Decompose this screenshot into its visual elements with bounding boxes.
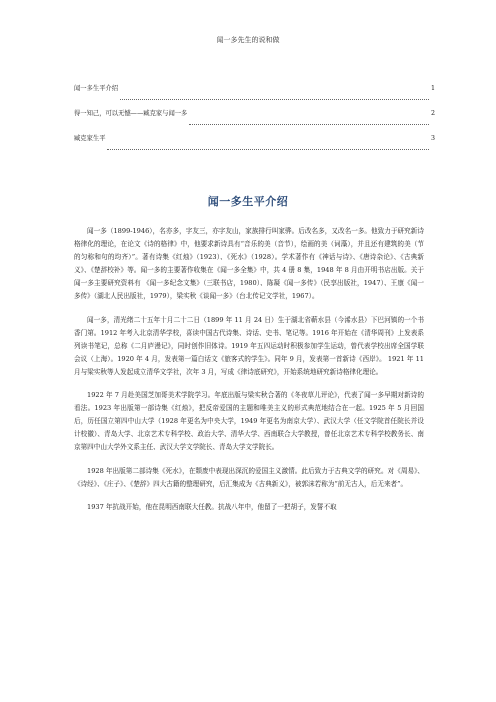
- document-title: 闻一多先生的说和做: [216, 36, 280, 44]
- toc-leader-dots: [189, 123, 429, 125]
- toc-entry-page: 1: [430, 85, 435, 92]
- toc-entry[interactable]: [74, 83, 435, 108]
- table-of-contents: [74, 83, 435, 158]
- toc-entry-label: 得一知己，可以无憾——臧克家与闻一多: [74, 110, 188, 117]
- toc-entry-page: 3: [430, 135, 435, 142]
- toc-leader-dots: [107, 148, 429, 150]
- section-heading: 闻一多生平介绍: [207, 195, 289, 208]
- body-paragraph: 闻一多（1899-1946），名亦多，字友三，亦字友山，家族排行叫家骅。后改名多，又改名一多。他致力于研究新诗格律化的理论，在论文《诗的格律》中，他要求新诗具有“音乐的美（音节），绘画的美（词藻），并且还有建筑的美（节的匀称和句的均齐）”。著有诗集《红烛》（1923）、《死水》（1928）。学术著作有《神话与诗》、《唐诗杂论》、《古典新义》、《楚辞校补》等。闻一多的主要著作收集在《闻一多全集》中，共 4 册 8 集，1948 年 8 月由开明书店出版。关于闻一多主要研究资料有 《闻一多纪念文集》（三联书店，1980）、陈凝《闻一多传》（民享出版社，1947）、王康《闻一多传》（湖北人民出版社，1979），梁实秋《谈闻一多》（台北传记文学社，1967）。: [74, 227, 424, 301]
- toc-entry-label: 闻一多生平介绍: [74, 85, 119, 92]
- toc-entry-label: 臧克家生平: [74, 135, 106, 142]
- toc-entry[interactable]: [74, 108, 435, 133]
- toc-entry[interactable]: [74, 133, 435, 158]
- body-paragraph: 1928 年出版第二部诗集《死水》，在颓废中表现出深沉的爱国主义激情。此后致力于古典文学的研究。对《周易》、《诗经》、《庄子》、《楚辞》四大古籍的整理研究，后汇集成为《古典新义》，被郭沫若称为“前无古人，后无来者”。: [74, 466, 424, 488]
- body-paragraph: 闻一多，清光绪二十五年十月二十二日（1899 年 11 月 24 日）生于湖北省蕲水县（今浠水县）下巴河镇的一个书香门第。1912 年考入北京清华学校，喜读中国古代诗集、诗话、史书、笔记等。1916 年开始在《清华周刊》上发表系列读书笔记，总称《二月庐漫记》，同时创作旧体诗。1919 年五四运动时积极参加学生运动，曾代表学校出席全国学联会议（上海）。1920 年 4 月，发表第一篇白话文《旅客式的学生》。同年 9 月，发表第一首新诗《西岸》。 1921 年 11 月与梁实秋等人发起成立清华文学社，次年 3 月，写成《律诗底研究》，开始系统地研究新诗格律化理论。: [74, 315, 424, 376]
- body-paragraph: 1922 年 7 月赴美国芝加哥美术学院学习。年底出版与梁实秋合著的《冬夜草儿评论》，代表了闻一多早期对新诗的看法。1923 年出版第一部诗集《红烛》，把反帝爱国的主题和唯美主义的形式典范地结合在一起。1925 年 5 月回国后，历任国立第四中山大学（1928 年更名为中央大学，1949 年更名为南京大学）、武汉大学（任文学院首任院长并设计校徽）、青岛大学、北京艺术专科学校、政治大学、清华大学、西南联合大学教授，曾任北京艺术专科学校教务长、南京第四中山大学外文系主任、武汉大学文学院长、青岛大学文学院长。: [74, 391, 424, 452]
- toc-leader-dots: [120, 98, 429, 100]
- toc-entry-page: 2: [430, 110, 435, 117]
- body-paragraph: 1937 年抗战开始，他在昆明西南联大任教。抗战八年中，他留了一把胡子，发誓不取: [87, 502, 337, 511]
- section-body: [74, 225, 424, 524]
